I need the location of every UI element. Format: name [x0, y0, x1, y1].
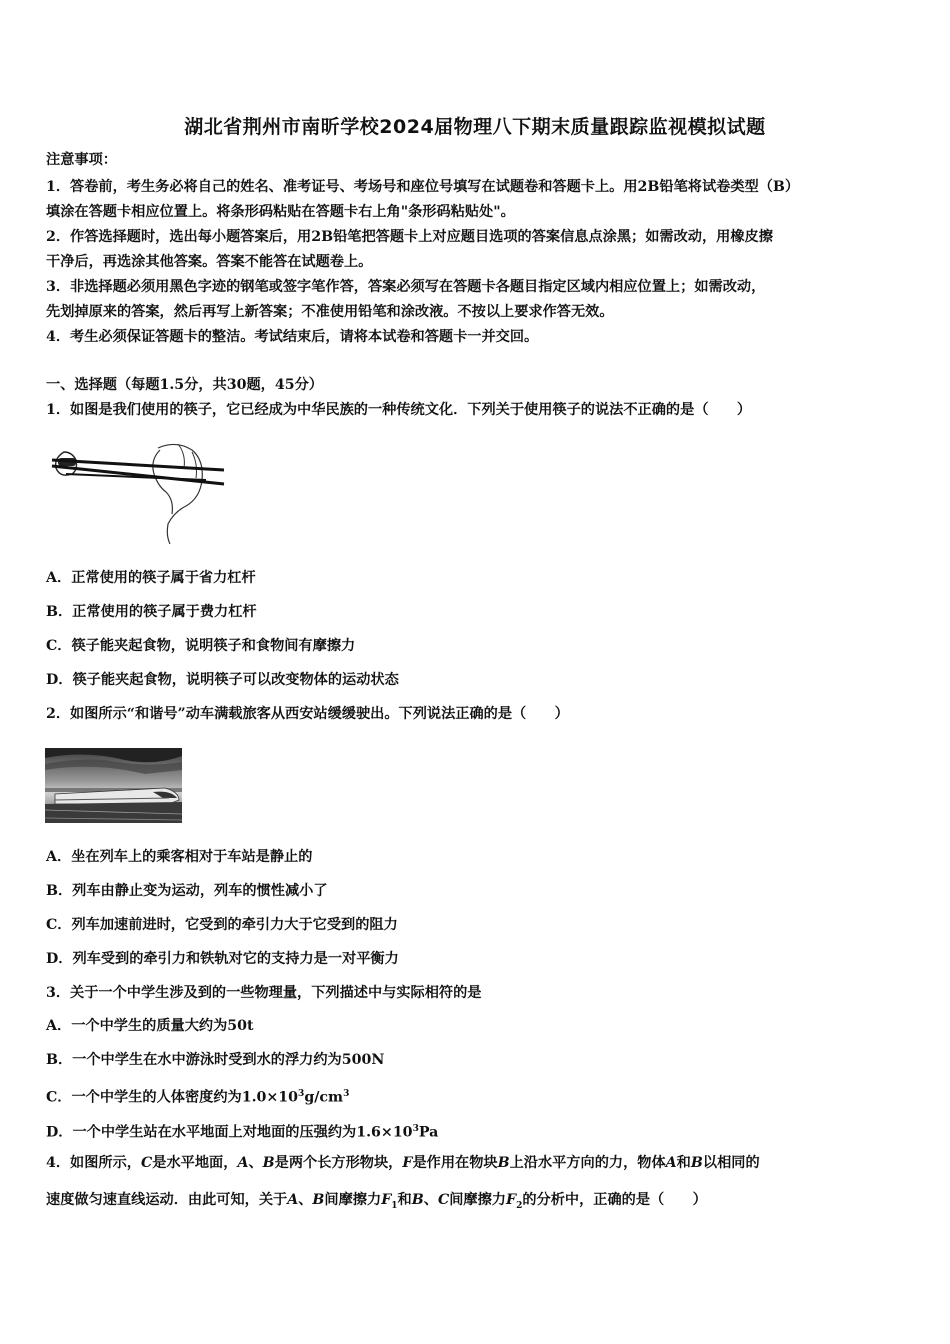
- q4-text: 4．如图所示，: [46, 1155, 141, 1171]
- q3-option-a: A．一个中学生的质量大约为50t: [46, 1018, 254, 1034]
- notice-item-4: 4．考生必须保证答题卡的整洁。考试结束后，请将本试卷和答题卡一并交回。: [46, 329, 539, 345]
- q4-var-b: B: [312, 1192, 325, 1208]
- q4-text: 、: [298, 1192, 313, 1208]
- q3-option-c-unit: g/cm: [304, 1089, 344, 1106]
- train-photo: [45, 748, 182, 823]
- q4-text: 、: [423, 1192, 438, 1208]
- q4-text: 速度做匀速直线运动．由此可知，关于: [46, 1192, 288, 1208]
- q1-option-a: A．正常使用的筷子属于省力杠杆: [46, 570, 256, 586]
- q3-option-d-text: D．一个中学生站在水平地面上对地面的压强约为1.6×10: [46, 1124, 413, 1141]
- q4-var-f2: F: [506, 1192, 517, 1208]
- page-title: 湖北省荆州市南昕学校2024届物理八下期末质量跟踪监视模拟试题: [184, 116, 766, 138]
- q4-var-a: A: [237, 1155, 249, 1171]
- notice-heading: 注意事项：: [46, 152, 117, 168]
- q3-option-c: [46, 1084, 349, 1108]
- q4-text: 是两个长方形物块，: [274, 1155, 403, 1171]
- q4-var-a: A: [665, 1155, 677, 1171]
- q2-option-a: A．坐在列车上的乘客相对于车站是静止的: [46, 849, 313, 865]
- q4-text: 的分析中，正确的是（ ）: [522, 1192, 707, 1208]
- q4-var-f1: F: [381, 1192, 392, 1208]
- q2-option-d: D．列车受到的牵引力和铁轨对它的支持力是一对平衡力: [46, 951, 399, 967]
- notice-item-1-line-2: 填涂在答题卡相应位置上。将条形码粘贴在答题卡右上角"条形码粘贴处"。: [46, 204, 515, 220]
- q4-text: 间摩擦力: [324, 1192, 382, 1208]
- q1-stem: 1．如图是我们使用的筷子，它已经成为中华民族的一种传统文化．下列关于使用筷子的说法不正确的是（ ）: [46, 402, 752, 418]
- q4-var-b: B: [411, 1192, 424, 1208]
- q4-var-b: B: [262, 1155, 275, 1171]
- q4-stem-line-1: [46, 1153, 760, 1173]
- q3-option-d-exponent: 3: [412, 1124, 419, 1134]
- q3-option-c-unit-exponent: 3: [343, 1089, 350, 1099]
- q2-option-c: C．列车加速前进时，它受到的牵引力大于它受到的阻力: [46, 917, 398, 933]
- q1-option-d: D．筷子能夹起食物，说明筷子可以改变物体的运动状态: [46, 672, 399, 688]
- q4-text: 间摩擦力: [449, 1192, 506, 1208]
- notice-item-2-line-2: 干净后，再选涂其他答案。答案不能答在试题卷上。: [46, 254, 373, 270]
- q4-var-c: C: [141, 1155, 153, 1171]
- q4-text: 以相同的: [702, 1155, 760, 1171]
- notice-item-1-line-1: 1．答卷前，考生务必将自己的姓名、准考证号、考场号和座位号填写在试题卷和答题卡上。用2B铅笔将试卷类型（B）: [46, 179, 800, 195]
- q3-stem: 3．关于一个中学生涉及到的一些物理量，下列描述中与实际相符的是: [46, 985, 482, 1001]
- q4-subscript: 1: [391, 1200, 398, 1211]
- q4-text: 、: [248, 1155, 263, 1171]
- q4-var-c: C: [437, 1192, 450, 1208]
- q4-text: 和: [397, 1192, 412, 1208]
- q4-var-a: A: [287, 1192, 299, 1208]
- notice-item-3-line-1: 3．非选择题必须用黑色字迹的钢笔或签字笔作答，答案必须写在答题卡各题目指定区域内相应位置上；如需改动，: [46, 279, 766, 295]
- q1-option-b: B．正常使用的筷子属于费力杠杆: [46, 604, 257, 620]
- q3-option-d-unit: Pa: [418, 1124, 439, 1141]
- q2-option-b: B．列车由静止变为运动，列车的惯性减小了: [46, 883, 328, 899]
- q2-stem: 2．如图所示“和谐号”动车满载旅客从西安站缓缓驶出。下列说法正确的是（ ）: [46, 706, 569, 722]
- notice-item-3-line-2: 先划掉原来的答案，然后再写上新答案；不准使用铅笔和涂改液。不按以上要求作答无效。: [46, 304, 614, 320]
- q3-option-b: B．一个中学生在水中游泳时受到水的浮力约为500N: [46, 1052, 385, 1068]
- q4-stem-line-2: [46, 1190, 707, 1216]
- q1-option-c: C．筷子能夹起食物，说明筷子和食物间有摩擦力: [46, 638, 356, 654]
- section-heading: 一、选择题（每题1.5分，共30题，45分）: [46, 377, 323, 393]
- q4-text: 上沿水平方向的力，物体: [509, 1155, 666, 1171]
- q4-text: 和: [676, 1155, 691, 1171]
- q3-option-c-exponent: 3: [298, 1089, 305, 1099]
- q3-option-c-text: C．一个中学生的人体密度约为1.0×10: [46, 1089, 299, 1106]
- q4-text: 是作用在物块: [412, 1155, 498, 1171]
- notice-item-2-line-1: 2．作答选择题时，选出每小题答案后，用2B铅笔把答题卡上对应题目选项的答案信息点涂黑；如需改动，用橡皮擦: [46, 229, 773, 245]
- chopsticks-figure: [46, 440, 228, 544]
- q4-subscript: 2: [516, 1200, 523, 1211]
- q4-text: 是水平地面，: [152, 1155, 238, 1171]
- q4-var-f: F: [402, 1155, 413, 1171]
- q4-var-b: B: [497, 1155, 510, 1171]
- q4-var-b: B: [690, 1155, 703, 1171]
- q3-option-d: [46, 1119, 438, 1143]
